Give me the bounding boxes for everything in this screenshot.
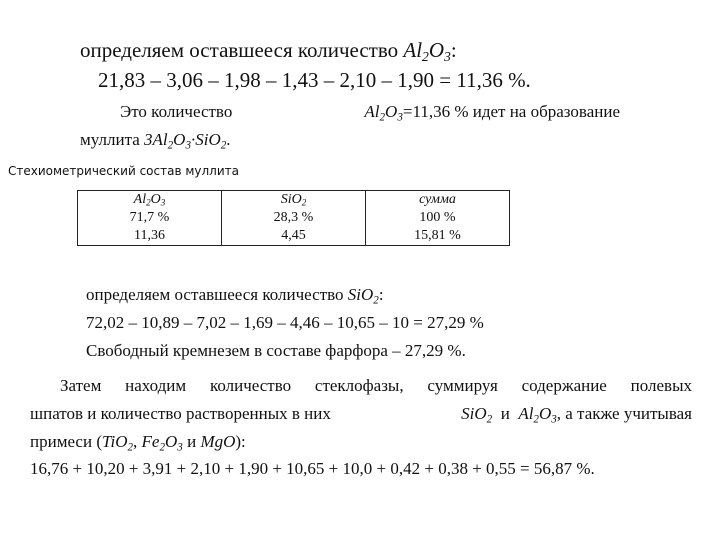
block3-line2-text-a: шпатов и количество растворенных в них	[30, 404, 331, 423]
formula-mgo: MgO	[200, 432, 236, 451]
formula-al2o3: $Al_2O_3$	[518, 404, 557, 426]
formula-fe2o3: $Fe_2O_3$	[141, 432, 183, 454]
block3-line1: Затем находим количество стеклофазы, суммируя содержание полевых	[60, 376, 692, 395]
block3-line2	[30, 404, 692, 424]
table-cell: 100 %	[366, 209, 510, 227]
block1-line3-text-b: =11,36 % идет на образование	[402, 102, 620, 121]
block1-line4: муллита $3Al_2O_3\cdot SiO_2$.	[80, 130, 231, 152]
block1-line3-formula-group	[364, 102, 620, 122]
block2-equation: 72,02 – 10,89 – 7,02 – 1,69 – 4,46 – 10,65 – 10 = 27,29 %	[86, 313, 484, 332]
table-cell: 11,36	[78, 227, 222, 246]
block2-line1-text: определяем оставшееся количество	[86, 285, 344, 304]
block1-line4-text: муллита	[80, 130, 140, 149]
block3-equation: 16,76 + 10,20 + 3,91 + 2,10 + 1,90 + 10,65 + 10,0 + 0,42 + 0,38 + 0,55 = 56,87 %.	[30, 459, 595, 478]
formula-mullite: $3Al_2O_3\cdot SiO_2$	[144, 130, 227, 152]
formula-sio2: SiO$_2$	[461, 404, 493, 426]
table-cell: 4,45	[222, 227, 366, 246]
block1-equation: 21,83 – 3,06 – 1,98 – 1,43 – 2,10 – 1,90 = 11,36 %.	[98, 68, 531, 92]
header-sio2: SiO$_2$	[222, 191, 366, 210]
header-al2o3: $Al_2O_3$	[78, 191, 222, 210]
table-cell: 15,81 %	[366, 227, 510, 246]
table-cell: 71,7 %	[78, 209, 222, 227]
block1-line3	[120, 102, 620, 122]
colon: :	[450, 38, 457, 62]
table-cell: 28,3 %	[222, 209, 366, 227]
formula-al2o3: $Al_2O_3$	[364, 102, 403, 124]
composition-table	[77, 190, 510, 246]
formula-sio2: SiO$_2$	[347, 285, 379, 307]
table-header-row	[78, 191, 510, 210]
block2-line3: Свободный кремнезем в составе фарфора – 27,29 %.	[86, 341, 466, 360]
table-row	[78, 209, 510, 227]
block1-line3-text-a: Это количество	[120, 102, 233, 121]
header-sum: сумма	[366, 191, 510, 210]
block1-line1	[80, 38, 457, 63]
table-caption: Стехиометрический состав муллита	[8, 164, 239, 178]
formula-al2o3: $Al_2O_3$	[403, 38, 451, 65]
block2-line1: определяем оставшееся количество SiO$_2$:	[86, 285, 384, 307]
block3-line3: примеси (TiO$_2$, $Fe_2O_3$ и MgO):	[30, 432, 246, 454]
formula-tio2: TiO$_2$	[101, 432, 134, 454]
block3-line2-formulas: SiO$_2$ и $Al_2O_3$, а также учитывая	[461, 404, 692, 426]
table-row	[78, 227, 510, 246]
block1-line1-text: определяем оставшееся количество	[80, 38, 399, 62]
